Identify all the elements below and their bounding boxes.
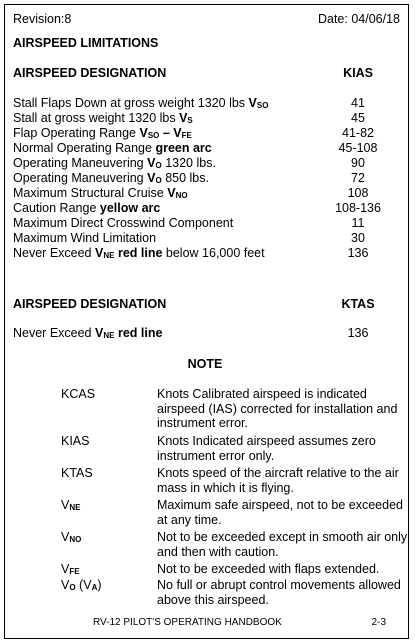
row-value: 30 bbox=[351, 231, 365, 245]
table2-designation-header: AIRSPEED DESIGNATION bbox=[13, 297, 167, 311]
row-value: 108 bbox=[347, 186, 369, 200]
table-row bbox=[13, 231, 400, 246]
section-title: AIRSPEED LIMITATIONS bbox=[13, 36, 159, 50]
table-row bbox=[13, 111, 400, 126]
definition-description: Knots Calibrated airspeed is indicated airspeed (IAS) corrected for installation and instrument error. bbox=[157, 387, 398, 430]
row-label: Operating Maneuvering $V_O$ 850 lbs. bbox=[13, 171, 209, 185]
row-label: Stall Flaps Down at gross weight 1320 lbs $V_{SO}$ bbox=[13, 96, 269, 110]
definition-description: Maximum safe airspeed, not to be exceeded at any time. bbox=[157, 498, 403, 527]
row-value: 11 bbox=[351, 216, 365, 230]
note-title: NOTE bbox=[187, 357, 223, 371]
row-value: 108-136 bbox=[335, 201, 381, 215]
date-label: Date: 04/06/18 bbox=[317, 12, 400, 26]
definition-description: No full or abrupt control movements allowed above this airspeed. bbox=[157, 578, 401, 607]
footer-page-number: 2-3 bbox=[371, 617, 386, 628]
definition-term: KCAS bbox=[61, 387, 96, 401]
definition-term: KTAS bbox=[61, 466, 93, 480]
table-row bbox=[13, 96, 400, 111]
table-row bbox=[13, 216, 400, 231]
row-value: 45-108 bbox=[338, 141, 378, 155]
table-row bbox=[13, 156, 400, 171]
row-label: Flap Operating Range $V_{SO} - V_{FE}$ bbox=[13, 126, 192, 140]
row-label: Caution Range yellow arc bbox=[13, 201, 161, 215]
row-label: Never Exceed $V_{NE}$ red line bbox=[13, 326, 163, 340]
footer-handbook-title: RV-12 PILOT'S OPERATING HANDBOOK bbox=[93, 617, 282, 628]
document-page bbox=[4, 4, 409, 639]
row-value: 45 bbox=[351, 111, 365, 125]
definition-description: Knots speed of the aircraft relative to the air mass in which it is flying. bbox=[157, 466, 399, 495]
row-value: 41-82 bbox=[342, 126, 374, 140]
row-label: Normal Operating Range green arc bbox=[13, 141, 212, 155]
row-value: 136 bbox=[347, 326, 369, 340]
row-value: 136 bbox=[347, 246, 369, 260]
definition-term: $V_{NO}$ bbox=[61, 530, 82, 544]
definition-description: Not to be exceeded except in smooth air only and then with caution. bbox=[157, 530, 408, 559]
table-row bbox=[13, 126, 400, 141]
row-label: Maximum Structural Cruise $V_{NO}$ bbox=[13, 186, 188, 200]
row-label: Never Exceed $V_{NE}$ red line below 16,000 feet bbox=[13, 246, 265, 260]
revision-label: Revision:8 bbox=[13, 12, 72, 26]
table2-row bbox=[13, 326, 400, 341]
definition-term: KIAS bbox=[61, 434, 90, 448]
table2-ktas-header: KTAS bbox=[341, 297, 375, 311]
table-row bbox=[13, 171, 400, 186]
definition-term: $V_{NE}$ bbox=[61, 498, 81, 512]
table-row bbox=[13, 141, 400, 156]
definition-term: $V_O$ $(V_A)$ bbox=[61, 578, 102, 592]
row-value: 72 bbox=[351, 171, 365, 185]
table-row bbox=[13, 201, 400, 216]
definition-term: $V_{FE}$ bbox=[61, 562, 80, 576]
table-row bbox=[13, 186, 400, 201]
definition-description: Not to be exceeded with flaps extended. bbox=[157, 562, 380, 576]
row-label: Maximum Direct Crosswind Component bbox=[13, 216, 234, 230]
row-label: Stall at gross weight 1320 lbs $V_S$ bbox=[13, 111, 193, 125]
table1-designation-header: AIRSPEED DESIGNATION bbox=[13, 66, 167, 80]
table-row bbox=[13, 246, 400, 261]
row-value: 90 bbox=[351, 156, 365, 170]
row-label: Operating Maneuvering $V_O$ 1320 lbs. bbox=[13, 156, 216, 170]
definition-description: Knots Indicated airspeed assumes zero instrument error only. bbox=[157, 434, 376, 463]
row-value: 41 bbox=[351, 96, 365, 110]
row-label: Maximum Wind Limitation bbox=[13, 231, 157, 245]
table1-kias-header: KIAS bbox=[343, 66, 373, 80]
